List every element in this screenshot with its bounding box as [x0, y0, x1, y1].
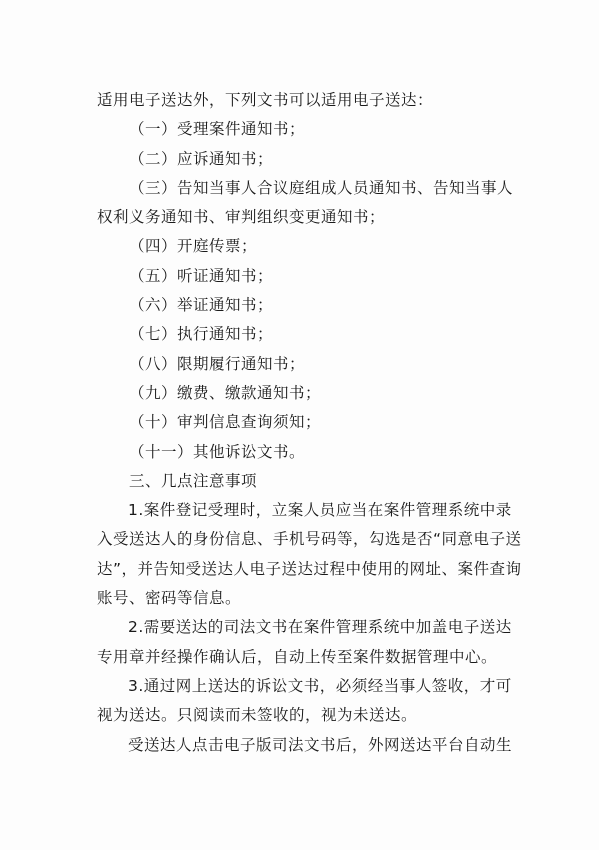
- text-line: （九）缴费、缴款通知书；: [129, 383, 322, 402]
- text-line: （一）受理案件通知书；: [129, 120, 306, 139]
- text-line: 2.需要送达的司法文书在案件管理系统中加盖电子送达: [128, 618, 512, 637]
- text-line: （十一）其他诉讼文书。: [129, 442, 306, 461]
- text-line: 账号、密码等信息。: [97, 589, 242, 608]
- text-line: 3.通过网上送达的诉讼文书，必须经当事人签收，才可: [128, 676, 512, 695]
- text-line: （六）举证通知书；: [129, 296, 274, 315]
- text-line: 达”，并告知受送达人电子送达过程中使用的网址、案件查询: [97, 559, 522, 578]
- text-line: 专用章并经操作确认后，自动上传至案件数据管理中心。: [97, 647, 498, 666]
- text-line: 受送达人点击电子版司法文书后，外网送达平台自动生: [128, 735, 513, 754]
- text-line: 三、几点注意事项: [129, 471, 258, 490]
- text-line: 适用电子送达外，下列文书可以适用电子送达：: [97, 91, 434, 109]
- text-line: 1.案件登记受理时，立案人员应当在案件管理系统中录: [128, 501, 512, 520]
- text-line: （四）开庭传票；: [129, 237, 258, 256]
- text-line: （八）限期履行通知书；: [129, 354, 306, 373]
- text-line: 视为送达。只阅读而未签收的，视为未送达。: [97, 706, 418, 725]
- text-line: （三）告知当事人合议庭组成人员通知书、告知当事人: [129, 178, 514, 197]
- text-line: 权利义务通知书、审判组织变更通知书；: [97, 208, 386, 227]
- text-line: （五）听证通知书；: [129, 266, 274, 285]
- text-line: （十）审判信息查询须知；: [129, 413, 322, 432]
- text-line: （七）执行通知书；: [129, 325, 274, 344]
- text-line: （二）应诉通知书；: [129, 149, 274, 168]
- document-body: [97, 86, 522, 760]
- text-line: 入受送达人的身份信息、手机号码等，勾选是否“同意电子送: [97, 530, 522, 549]
